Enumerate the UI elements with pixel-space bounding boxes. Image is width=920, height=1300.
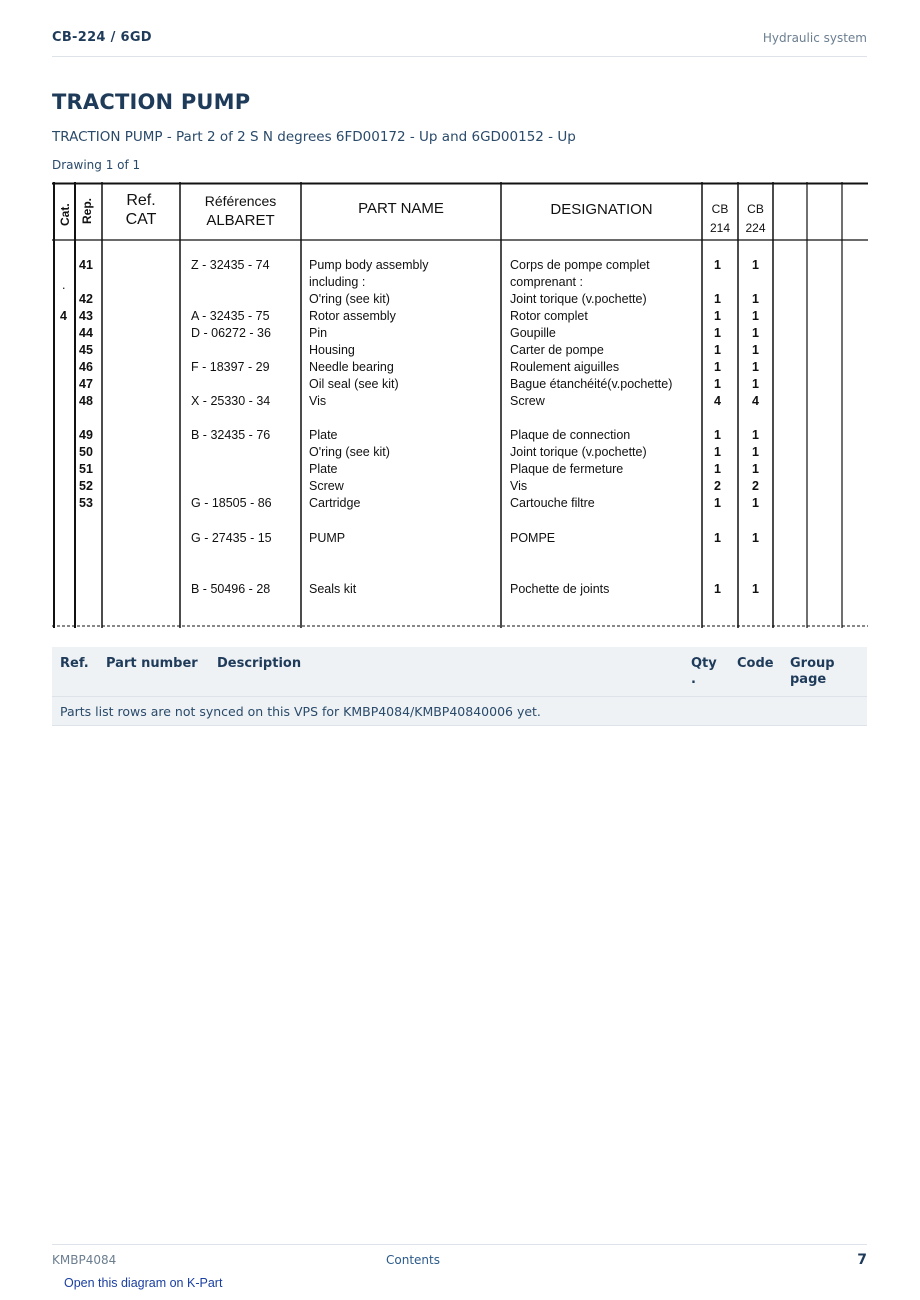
- section-label: Hydraulic system: [762, 31, 867, 45]
- drawing-row-designation: Pochette de joints: [510, 582, 610, 596]
- drawing-row-qty-cb224: 4: [752, 394, 759, 408]
- drawing-row-albaret: G - 27435 - 15: [191, 531, 272, 545]
- page-title: TRACTION PUMP: [52, 90, 251, 114]
- drawing-row-designation: Joint torique (v.pochette): [510, 292, 647, 306]
- doc-id: KMBP4084: [52, 1253, 117, 1267]
- drawing-row-designation: Rotor complet: [510, 309, 588, 323]
- header-cb214: CB 214: [709, 202, 731, 235]
- drawing-grid-lines: [52, 182, 868, 628]
- drawing-row-name: Cartridge: [309, 496, 361, 510]
- header-part-name: PART NAME: [358, 200, 444, 217]
- drawing-row-qty-cb214: 1: [714, 360, 721, 374]
- model-label: CB-224 / 6GD: [52, 30, 152, 45]
- drawing-row-designation: Vis: [510, 479, 528, 493]
- page-footer: [52, 1244, 867, 1275]
- drawing-row-qty-cb224: 2: [752, 479, 759, 493]
- drawing-row-albaret: X - 25330 - 34: [191, 394, 271, 408]
- drawing-row-qty-cb224: 1: [752, 326, 759, 340]
- drawing-row-name: O'ring (see kit): [309, 292, 390, 306]
- drawing-row-designation: Bague étanchéité(v.pochette): [510, 377, 673, 391]
- drawing-row-name: Housing: [309, 343, 355, 357]
- drawing-row-rep: 45: [79, 343, 93, 357]
- drawing-row-qty-cb224: 1: [752, 343, 759, 357]
- drawing-row-qty-cb224: 1: [752, 292, 759, 306]
- drawing-row-name: Plate: [309, 428, 338, 442]
- drawing-row-designation: comprenant :: [510, 275, 583, 289]
- drawing-row-name: Rotor assembly: [309, 309, 396, 323]
- drawing-row-rep: 49: [79, 428, 93, 442]
- drawing-row-qty-cb214: 1: [714, 326, 721, 340]
- drawing-row-name: including :: [309, 275, 366, 289]
- drawing-row-qty-cb224: 1: [752, 531, 759, 545]
- drawing-row-qty-cb214: 1: [714, 531, 721, 545]
- drawing-row-qty-cb214: 4: [714, 394, 721, 408]
- drawing-row-rep: 46: [79, 360, 93, 374]
- drawing-row-rep: 41: [79, 258, 93, 272]
- drawing-row-designation: Cartouche filtre: [510, 496, 595, 510]
- drawing-row-name: O'ring (see kit): [309, 445, 390, 459]
- header-albaret: Références ALBARET: [204, 193, 277, 229]
- parts-table: [52, 647, 867, 726]
- drawing-row-name: Plate: [309, 462, 338, 476]
- drawing-row-albaret: D - 06272 - 36: [191, 326, 271, 340]
- drawing-row-qty-cb214: 1: [714, 462, 721, 476]
- drawing-row-rep: 51: [79, 462, 93, 476]
- drawing-row-name: Oil seal (see kit): [309, 377, 399, 391]
- drawing-row-qty-cb214: 1: [714, 258, 721, 272]
- drawing-row-designation: Screw: [510, 394, 545, 408]
- col-ref: Ref.: [60, 656, 89, 671]
- header-cat: Cat.: [58, 203, 72, 226]
- drawing-row-designation: Plaque de fermeture: [510, 462, 624, 476]
- drawing-row-qty-cb214: 1: [714, 428, 721, 442]
- drawing-row-designation: Plaque de connection: [510, 428, 631, 442]
- col-qty: Qty .: [691, 656, 717, 687]
- drawing-row-rep: 52: [79, 479, 93, 493]
- contents-link[interactable]: Contents: [386, 1253, 440, 1267]
- parts-table-message-row: [52, 697, 867, 726]
- drawing-row-rep: 43: [79, 309, 93, 323]
- drawing-row-rep: 53: [79, 496, 93, 510]
- col-group-page: Group page: [790, 656, 835, 687]
- col-part-number: Part number: [106, 656, 198, 671]
- header-designation: DESIGNATION: [550, 201, 653, 218]
- col-description: Description: [217, 656, 302, 671]
- sync-message: Parts list rows are not synced on this VPS for KMBP4084/KMBP40840006 yet.: [60, 704, 541, 719]
- cat-dot: .: [62, 278, 66, 292]
- drawing-row-qty-cb224: 1: [752, 496, 759, 510]
- drawing-row-rep: 44: [79, 326, 93, 340]
- drawing-row-qty-cb224: 1: [752, 462, 759, 476]
- page-header: [52, 28, 867, 57]
- drawing-row-name: Seals kit: [309, 582, 357, 596]
- drawing-row-designation: Corps de pompe complet: [510, 258, 650, 272]
- drawing-row-qty-cb224: 1: [752, 360, 759, 374]
- drawing-row-qty-cb214: 1: [714, 496, 721, 510]
- scanned-parts-drawing: [52, 182, 868, 628]
- drawing-row-albaret: B - 50496 - 28: [191, 582, 271, 596]
- drawing-row-qty-cb214: 1: [714, 445, 721, 459]
- drawing-row-qty-cb214: 1: [714, 309, 721, 323]
- header-ref-cat: Ref. CAT: [125, 192, 157, 228]
- drawing-row-albaret: A - 32435 - 75: [191, 309, 270, 323]
- drawing-row-rep: 42: [79, 292, 93, 306]
- drawing-row-name: Vis: [309, 394, 327, 408]
- drawing-row-qty-cb224: 1: [752, 445, 759, 459]
- drawing-row-qty-cb224: 1: [752, 582, 759, 596]
- drawing-row-name: Screw: [309, 479, 344, 493]
- drawing-row-rep: 50: [79, 445, 93, 459]
- drawing-row-qty-cb224: 1: [752, 309, 759, 323]
- page-subtitle: TRACTION PUMP - Part 2 of 2 S N degrees 6FD00172 - Up and 6GD00152 - Up: [52, 129, 576, 145]
- drawing-row-rep: 47: [79, 377, 93, 391]
- drawing-row-qty-cb224: 1: [752, 377, 759, 391]
- drawing-label: Drawing 1 of 1: [52, 158, 141, 172]
- drawing-row-name: Pump body assembly: [309, 258, 429, 272]
- drawing-row-qty-cb214: 2: [714, 479, 721, 493]
- page-number: 7: [857, 1252, 867, 1268]
- drawing-row-name: PUMP: [309, 531, 346, 545]
- drawing-row-albaret: Z - 32435 - 74: [191, 258, 270, 272]
- drawing-row-name: Needle bearing: [309, 360, 394, 374]
- drawing-row-designation: Goupille: [510, 326, 556, 340]
- drawing-row-albaret: F - 18397 - 29: [191, 360, 270, 374]
- header-rep: Rep.: [80, 197, 94, 224]
- drawing-row-qty-cb214: 1: [714, 377, 721, 391]
- drawing-row-rep: 48: [79, 394, 93, 408]
- drawing-row-qty-cb224: 1: [752, 258, 759, 272]
- drawing-row-designation: Carter de pompe: [510, 343, 604, 357]
- drawing-row-designation: Joint torique (v.pochette): [510, 445, 647, 459]
- drawing-row-qty-cb214: 1: [714, 292, 721, 306]
- drawing-row-qty-cb224: 1: [752, 428, 759, 442]
- drawing-row-qty-cb214: 1: [714, 582, 721, 596]
- col-code: Code: [737, 656, 774, 671]
- drawing-row-albaret: B - 32435 - 76: [191, 428, 271, 442]
- drawing-row-designation: POMPE: [510, 531, 556, 545]
- open-diagram-link[interactable]: Open this diagram on K-Part: [64, 1276, 223, 1290]
- drawing-row-albaret: G - 18505 - 86: [191, 496, 272, 510]
- drawing-row-qty-cb214: 1: [714, 343, 721, 357]
- parts-table-header: [52, 647, 867, 697]
- drawing-row-name: Pin: [309, 326, 328, 340]
- drawing-row-designation: Roulement aiguilles: [510, 360, 620, 374]
- cat-value: 4: [60, 309, 67, 323]
- header-cb224: CB 224: [745, 202, 766, 235]
